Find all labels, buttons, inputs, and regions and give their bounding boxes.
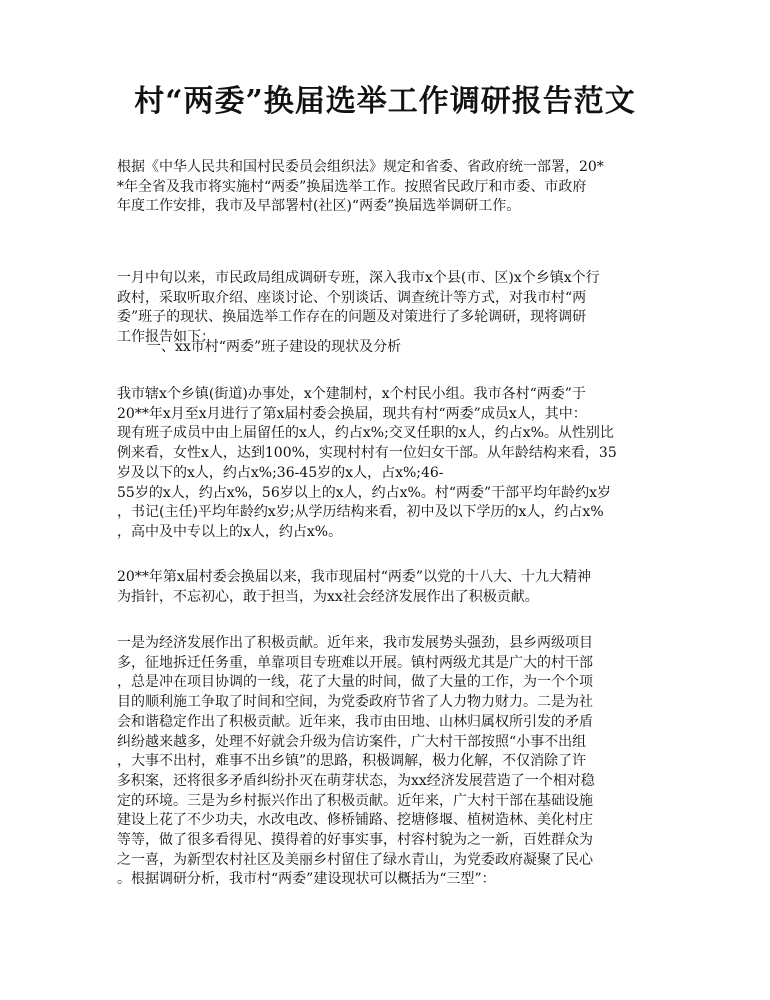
text-line: 。根据调研分析，我市村“两委”建设现状可以概括为“三型”：: [117, 871, 496, 888]
text-line: 多，征地拆迁任务重，单靠项目专班难以开展。镇村两级尤其是广大的村干部: [117, 654, 593, 671]
text-line: 政村，采取听取介绍、座谈讨论、个别谈话、调查统计等方式，对我市村“两: [117, 289, 587, 306]
text-line: ，大事不出村，难事不出乡镇”的思路，积极调解，极力化解，不仅消除了许: [117, 753, 587, 770]
paragraph-contribution: [117, 568, 657, 607]
document-title: 村“两委”换届选举工作调研报告范文: [134, 84, 636, 119]
text-line: 根据《中华人民共和国村民委员会组织法》规定和省委、省政府统一部署，20*: [117, 159, 604, 175]
text-line: 定的环境。三是为乡村振兴作出了积极贡献。近年来，广大村干部在基础设施: [117, 792, 593, 809]
text-line: 一月中旬以来，市民政局组成调研专班，深入我市x个县(市、区)x个乡镇x个行: [117, 270, 600, 286]
text-line: 我市辖x个乡镇(街道)办事处，x个建制村，x个村民小组。我市各村“两委”于: [117, 386, 586, 402]
text-line: 会和谐稳定作出了积极贡献。近年来，我市由田地、山林归属权所引发的矛盾: [117, 713, 593, 730]
text-line: ，高中及中专以上的x人，约占x%。: [117, 523, 343, 540]
text-line: 委”班子的现状、换届选举工作存在的问题及对策进行了多轮调研，现将调研: [117, 309, 587, 326]
section-heading: 一、xx市村“两委”班子建设的现状及分析: [147, 339, 402, 355]
text-line: 20**年第x届村委会换届以来，我市现届村“两委”以党的十八大、十九大精神: [117, 569, 592, 585]
paragraph-status: [117, 385, 657, 543]
text-line: 20**年x月至x月进行了第x届村委会换届，现共有村“两委”成员x人，其中：: [117, 405, 587, 422]
text-line: ，总是冲在项目协调的一线，花了大量的时间，做了大量的工作，为一个个项: [117, 674, 593, 691]
text-line: 现有班子成员中由上届留任的x人，约占x%;交叉任职的x人，约占x%。从性别比: [117, 425, 614, 442]
text-line: *年全省及我市将实施村“两委”换届选举工作。按照省民政厅和市委、市政府: [117, 178, 587, 195]
paragraph-intro: [117, 158, 657, 217]
text-line: 55岁的x人，约占x%，56岁以上的x人，约占x%。村“两委”干部平均年龄约x岁: [117, 484, 612, 501]
text-line: 例来看，女性x人，达到100%，实现村村有一位妇女干部。从年龄结构来看，35: [117, 445, 617, 462]
text-line: 目的顺利施工争取了时间和空间，为党委政府节省了人力物力财力。二是为社: [117, 694, 593, 711]
text-line: 工作报告如下：: [117, 329, 215, 346]
paragraph-research: [117, 269, 657, 348]
text-line: 建设上花了不少功夫，水改电改、修桥铺路、挖塘修堰、植树造林、美化村庄: [117, 812, 593, 829]
text-line: 多积案，还将很多矛盾纠纷扑灭在萌芽状态，为xx经济发展营造了一个相对稳: [117, 772, 595, 789]
text-line: 纠纷越来越多，处理不好就会升级为信访案件，广大村干部按照“小事不出组: [117, 733, 587, 750]
text-line: 之一喜，为新型农村社区及美丽乡村留住了绿水青山，为党委政府凝聚了民心: [117, 851, 593, 868]
paragraph-details: [117, 634, 657, 890]
text-line: 年度工作安排，我市及早部署村(社区)“两委”换届选举调研工作。: [117, 198, 521, 215]
text-line: 为指针，不忘初心，敢于担当，为xx社会经济发展作出了积极贡献。: [117, 588, 539, 605]
text-line: 岁及以下的x人，约占x%;36-45岁的x人，占x%;46-: [117, 464, 444, 481]
text-line: 等等，做了很多看得见、摸得着的好事实事，村容村貌为之一新，百姓群众为: [117, 832, 593, 849]
text-line: 一是为经济发展作出了积极贡献。近年来，我市发展势头强劲，县乡两级项目: [117, 635, 593, 651]
text-line: ，书记(主任)平均年龄约x岁;从学历结构来看，初中及以下学历的x人，约占x%: [117, 504, 604, 521]
